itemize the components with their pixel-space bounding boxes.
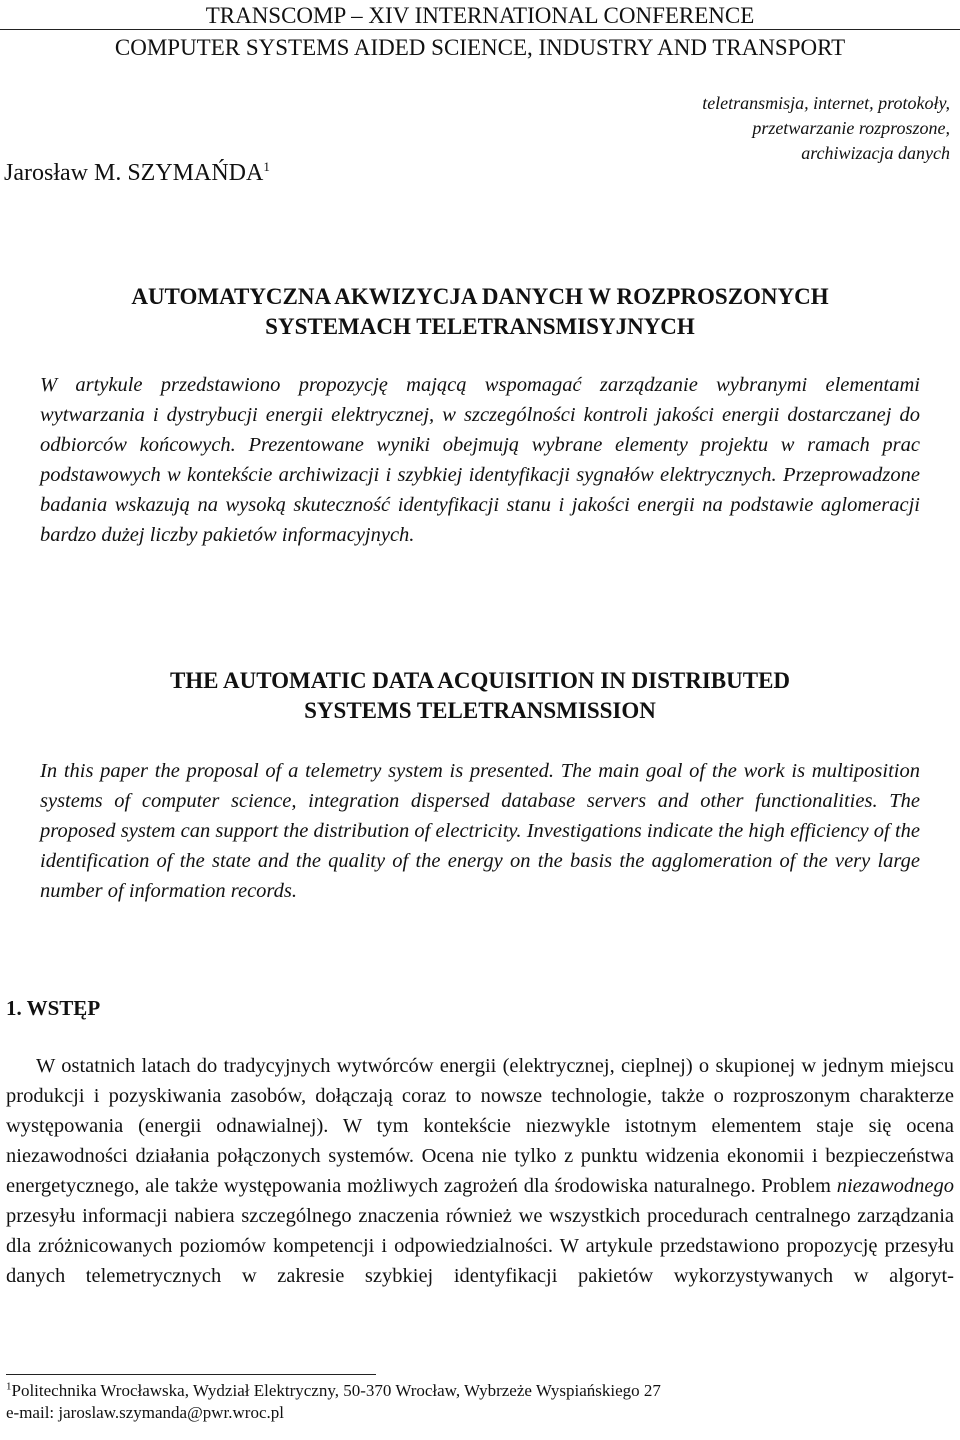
title-english-line: SYSTEMS TELETRANSMISSION <box>304 698 656 723</box>
title-polish-line: SYSTEMACH TELETRANSMISYJNYCH <box>265 314 695 339</box>
conference-subtitle: COMPUTER SYSTEMS AIDED SCIENCE, INDUSTRY AND TRANSPORT <box>114 35 846 60</box>
section-heading: 1. WSTĘP <box>6 996 101 1020</box>
conference-title: TRANSCOMP – XIV INTERNATIONAL CONFERENCE <box>205 3 755 28</box>
header-divider <box>0 29 960 30</box>
title-polish-line: AUTOMATYCZNA AKWIZYCJA DANYCH W ROZPROSZONYCH <box>131 284 829 309</box>
footnote-affiliation: Politechnika Wrocławska, Wydział Elektryczny, 50-370 Wrocław, Wybrzeże Wyspiańskiego 27 <box>11 1381 661 1400</box>
keywords-line: teletransmisja, internet, protokoły, <box>702 93 950 113</box>
author <box>4 160 270 187</box>
author-footnote-mark: 1 <box>263 159 270 174</box>
abstract-english: In this paper the proposal of a telemetry system is presented. The main goal of the work is multiposition systems of computer science, integration dispersed database servers and other functionalities. The proposed system can support the distribution of electricity. Investigations indicate the high efficiency of the identification of the state and the quality of the energy on the basis the agglomeration of the very large number of information records. <box>40 760 920 902</box>
author-name: Jarosław M. SZYMAŃDA <box>4 160 264 186</box>
keywords-line: przetwarzanie rozproszone, <box>752 118 950 138</box>
body-text-part: przesyłu informacji nabiera szczególnego znaczenia również we wszystkich procedurach centralnego zarządzania dla zróżnicowanych poziomów kompetencji i odpowiedzialności. W artykule przedstawiono propozycję przesyłu danych telemetrycznych w zakresie szybkiej identyfikacji pakietów wykorzystywanych w algoryt- <box>6 1205 954 1287</box>
conference-header <box>0 0 960 64</box>
body-text-part: W ostatnich latach do tradycyjnych wytwórców energii (elektrycznej, cieplnej) o skupionej w jednym miejscu produkcji i pozyskiwania zasobów, dołączają coraz to nowsze technologie, także o rozproszonym charakterze występowania (energii odnawialnej). W tym kontekście niezwykle istotnym elementem staje się ocena niezawodności działania połączonych systemów. Ocena nie tylko z punktu widzenia ekonomii i bezpieczeństwa energetycznego, ale także występowania możliwych zagrożeń dla środowiska naturalnego. Problem <box>6 1055 954 1197</box>
body-paragraph <box>6 1051 954 1291</box>
footnote-mark: 1 <box>6 1380 12 1393</box>
title-english-line: THE AUTOMATIC DATA ACQUISITION IN DISTRIBUTED <box>169 668 791 693</box>
keywords-line: archiwizacja danych <box>801 143 950 163</box>
title-english <box>0 666 960 726</box>
abstract-polish: W artykule przedstawiono propozycję mającą wspomagać zarządzanie wybranymi elementami wytwarzania i dystrybucji energii elektrycznej, w szczególności kontroli jakości energii dostarczanej do odbiorców końcowych. Prezentowane wyniki obejmują wybrane elementy projektu w ramach prac podstawowych w kontekście archiwizacji i szybkiej identyfikacji sygnałów elektrycznych. Przeprowadzone badania wskazują na wysoką skuteczność identyfikacji stanu i jakości energii na podstawie aglomeracji bardzo dużej liczby pakietów informacyjnych. <box>40 374 920 546</box>
title-polish <box>0 282 960 342</box>
footnote-divider <box>6 1374 376 1375</box>
footnote <box>6 1380 661 1424</box>
body-text-emphasis: niezawodnego <box>836 1175 955 1197</box>
keywords <box>590 91 950 166</box>
footnote-email: e-mail: jaroslaw.szymanda@pwr.wroc.pl <box>6 1403 284 1422</box>
